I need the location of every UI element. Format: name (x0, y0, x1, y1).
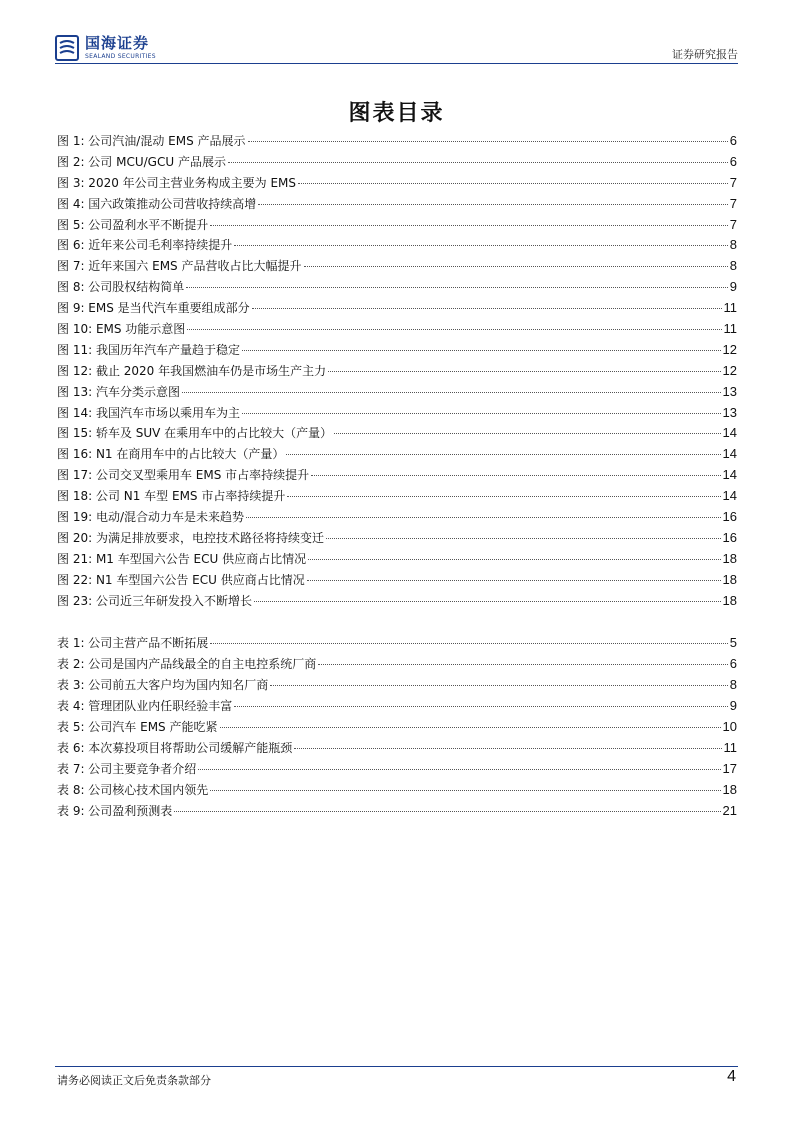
dot-leader (186, 287, 727, 288)
toc-entry-page: 5 (729, 635, 737, 651)
dot-leader (210, 643, 727, 644)
dot-leader (270, 685, 727, 686)
sealand-logo-icon (55, 35, 79, 61)
toc-entry-page: 14 (722, 467, 737, 483)
toc-entry-page: 17 (722, 760, 737, 776)
toc-entry-page: 11 (723, 321, 737, 337)
section-gap (57, 611, 737, 633)
toc-entry-label: 图 9: EMS 是当代汽车重要组成部分 (57, 301, 250, 316)
toc-entry-page: 18 (722, 571, 737, 587)
table-entry[interactable] (57, 801, 737, 822)
dot-leader (242, 413, 721, 414)
toc-entry-page: 7 (729, 195, 737, 211)
toc-entry-label: 图 14: 我国汽车市场以乘用车为主 (57, 405, 240, 420)
footer-divider (55, 1066, 738, 1067)
toc-entry-page: 11 (723, 300, 737, 316)
toc-entry-label: 表 6: 本次募投项目将帮助公司缓解产能瓶颈 (57, 740, 293, 755)
dot-leader (187, 329, 721, 330)
toc-entry-label: 图 13: 汽车分类示意图 (57, 384, 180, 399)
dot-leader (311, 475, 720, 476)
dot-leader (220, 727, 721, 728)
figure-entry[interactable] (57, 444, 737, 465)
figure-entry[interactable] (57, 256, 737, 277)
toc-entry-page: 6 (729, 133, 737, 148)
toc-entry-label: 表 5: 公司汽车 EMS 产能吃紧 (57, 720, 218, 735)
toc-entry-page: 14 (722, 425, 737, 441)
toc-entry-label: 图 15: 轿车及 SUV 在乘用车中的占比较大（产量） (57, 426, 333, 441)
page-number: 4 (727, 1068, 736, 1085)
toc-entry-label: 图 21: M1 车型国六公告 ECU 供应商占比情况 (57, 551, 307, 566)
dot-leader (242, 350, 721, 351)
dot-leader (298, 183, 728, 184)
toc-entry-label: 表 2: 公司是国内产品线最全的自主电控系统厂商 (57, 657, 317, 672)
toc-entry-label: 图 22: N1 车型国六公告 ECU 供应商占比情况 (57, 572, 305, 587)
dot-leader (304, 266, 728, 267)
toc-entry-page: 10 (722, 719, 737, 735)
dot-leader (294, 748, 721, 749)
figure-entry[interactable] (57, 570, 737, 591)
table-entry[interactable] (57, 675, 737, 696)
toc-entry-label: 图 18: 公司 N1 车型 EMS 市占率持续提升 (57, 489, 286, 504)
figure-entry[interactable] (57, 528, 737, 549)
dot-leader (174, 811, 720, 812)
toc-entry-label: 图 1: 公司汽油/混动 EMS 产品展示 (57, 134, 246, 148)
dot-leader (318, 664, 727, 665)
toc-entry-label: 图 7: 近年来国六 EMS 产品营收占比大幅提升 (57, 259, 302, 274)
figure-entry[interactable] (57, 319, 737, 340)
table-entry[interactable] (57, 654, 737, 675)
figure-entry[interactable] (57, 507, 737, 528)
page-header (55, 32, 738, 64)
figure-entry[interactable] (57, 486, 737, 507)
dot-leader (182, 392, 721, 393)
figure-entry[interactable] (57, 215, 737, 236)
dot-leader (234, 706, 727, 707)
dot-leader (248, 141, 728, 142)
logo-english-name: SEALAND SECURITIES (85, 53, 156, 60)
page-title: 图表目录 (348, 101, 445, 126)
table-entry[interactable] (57, 717, 737, 738)
figure-entry[interactable] (57, 131, 737, 152)
toc-entry-label: 表 7: 公司主要竞争者介绍 (57, 761, 197, 776)
dot-leader (234, 245, 727, 246)
figure-entry[interactable] (57, 152, 737, 173)
toc-entry-label: 表 4: 管理团队业内任职经验丰富 (57, 699, 233, 714)
table-entry[interactable] (57, 738, 737, 759)
table-of-figures (57, 131, 737, 822)
figure-entry[interactable] (57, 340, 737, 361)
dot-leader (198, 769, 720, 770)
toc-entry-page: 14 (722, 446, 737, 462)
toc-entry-label: 图 4: 国六政策推动公司营收持续高增 (57, 196, 257, 211)
figure-entry[interactable] (57, 298, 737, 319)
toc-entry-page: 21 (722, 802, 737, 818)
toc-entry-label: 图 5: 公司盈利水平不断提升 (57, 217, 209, 232)
header-divider (55, 63, 738, 64)
table-entry[interactable] (57, 780, 737, 801)
toc-entry-page: 16 (722, 529, 737, 545)
toc-entry-label: 图 23: 公司近三年研发投入不断增长 (57, 593, 252, 608)
toc-entry-page: 18 (722, 550, 737, 566)
figure-entry[interactable] (57, 277, 737, 298)
figure-entry[interactable] (57, 361, 737, 382)
dot-leader (246, 517, 721, 518)
figures-list (57, 131, 737, 611)
toc-entry-page: 13 (722, 383, 737, 399)
figure-entry[interactable] (57, 194, 737, 215)
figure-entry[interactable] (57, 403, 737, 424)
company-logo (55, 34, 156, 62)
toc-entry-page: 13 (722, 404, 737, 420)
toc-entry-label: 图 20: 为满足排放要求，电控技术路径将持续变迁 (57, 530, 324, 545)
toc-entry-page: 9 (729, 279, 737, 295)
toc-entry-page: 12 (722, 341, 737, 357)
dot-leader (326, 538, 721, 539)
toc-entry-label: 表 9: 公司盈利预测表 (57, 803, 173, 818)
dot-leader (328, 371, 720, 372)
dot-leader (210, 225, 727, 226)
toc-entry-page: 14 (722, 488, 737, 504)
table-entry[interactable] (57, 759, 737, 780)
report-type: 证券研究报告 (672, 48, 738, 61)
toc-entry-label: 图 10: EMS 功能示意图 (57, 322, 186, 337)
toc-entry-label: 图 2: 公司 MCU/GCU 产品展示 (57, 154, 226, 169)
tables-list (57, 633, 737, 821)
toc-entry-label: 图 12: 截止 2020 年我国燃油车仍是市场生产主力 (57, 363, 327, 378)
figure-entry[interactable] (57, 465, 737, 486)
toc-entry-page: 11 (723, 739, 737, 755)
toc-entry-label: 图 19: 电动/混合动力车是未来趋势 (57, 510, 244, 525)
figure-entry[interactable] (57, 235, 737, 256)
toc-entry-label: 表 8: 公司核心技术国内领先 (57, 782, 209, 797)
dot-leader (258, 204, 727, 205)
dot-leader (307, 580, 721, 581)
dot-leader (210, 790, 720, 791)
figure-entry[interactable] (57, 173, 737, 194)
toc-entry-page: 18 (722, 781, 737, 797)
toc-entry-label: 图 11: 我国历年汽车产量趋于稳定 (57, 342, 240, 357)
logo-chinese-name: 国海证券 (85, 34, 150, 52)
dot-leader (252, 308, 722, 309)
figure-entry[interactable] (57, 423, 737, 444)
toc-entry-page: 7 (729, 174, 737, 190)
toc-entry-page: 8 (729, 258, 737, 274)
toc-entry-page: 18 (722, 592, 737, 608)
dot-leader (287, 496, 720, 497)
toc-entry-page: 8 (729, 677, 737, 693)
table-entry[interactable] (57, 696, 737, 717)
disclaimer-note: 请务必阅读正文后免责条款部分 (57, 1074, 211, 1087)
figure-entry[interactable] (57, 382, 737, 403)
toc-entry-page: 6 (729, 153, 737, 169)
toc-entry-page: 12 (722, 362, 737, 378)
dot-leader (254, 601, 721, 602)
toc-entry-label: 表 1: 公司主营产品不断拓展 (57, 636, 209, 651)
toc-entry-label: 图 17: 公司交叉型乘用车 EMS 市占率持续提升 (57, 468, 310, 483)
toc-entry-label: 图 8: 公司股权结构简单 (57, 280, 185, 295)
toc-entry-page: 16 (722, 509, 737, 525)
dot-leader (308, 559, 720, 560)
dot-leader (286, 454, 720, 455)
toc-entry-label: 表 3: 公司前五大客户均为国内知名厂商 (57, 678, 269, 693)
toc-entry-label: 图 16: N1 在商用车中的占比较大（产量） (57, 447, 285, 462)
toc-entry-page: 6 (729, 656, 737, 672)
toc-entry-page: 8 (729, 237, 737, 253)
dot-leader (228, 162, 728, 163)
toc-entry-page: 9 (729, 698, 737, 714)
figure-entry[interactable] (57, 549, 737, 570)
dot-leader (334, 433, 720, 434)
toc-entry-page: 7 (729, 216, 737, 232)
table-entry[interactable] (57, 633, 737, 654)
toc-entry-label: 图 6: 近年来公司毛利率持续提升 (57, 238, 233, 253)
figure-entry[interactable] (57, 591, 737, 612)
toc-entry-label: 图 3: 2020 年公司主营业务构成主要为 EMS (57, 175, 297, 190)
